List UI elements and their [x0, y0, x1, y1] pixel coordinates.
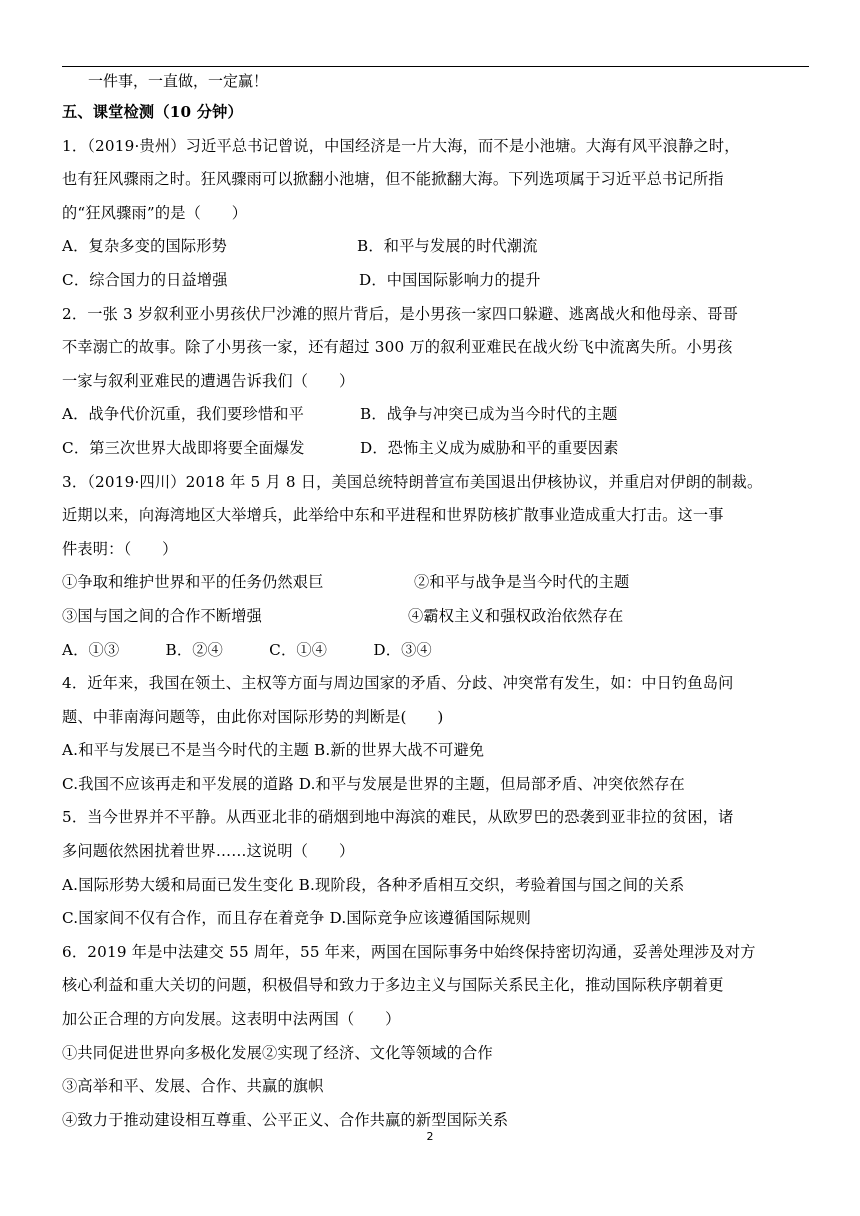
q3-items-row-1 [62, 566, 812, 600]
q2-options-row-2 [62, 432, 812, 466]
q1-option-c: C．综合国力的日益增强 [62, 270, 228, 289]
q1-line-3: 的“狂风骤雨”的是（ ） [62, 203, 248, 222]
q1-option-a: A．复杂多变的国际形势 [62, 237, 228, 256]
q6-item-3: ③高举和平、发展、合作、共赢的旗帜 [62, 1077, 324, 1096]
q4-options-ab: A.和平与发展已不是当今时代的主题 B.新的世界大战不可避免 [62, 741, 485, 760]
q6-items-1-2: ①共同促进世界向多极化发展②实现了经济、文化等领域的合作 [62, 1043, 493, 1062]
q3-line-2: 近期以来，向海湾地区大举增兵，此举给中东和平进程和世界防核扩散事业造成重大打击。这一事 [62, 506, 724, 525]
q2-option-b: B．战争与冲突已成为当今时代的主题 [360, 405, 618, 424]
q4-line-2: 题、中菲南海问题等，由此你对国际形势的判断是( ) [62, 707, 444, 726]
q2-option-a: A．战争代价沉重，我们要珍惜和平 [62, 405, 304, 424]
q6-line-1: 6．2019 年是中法建交 55 周年，55 年来，两国在国际事务中始终保持密切沟通，妥善处理涉及对方 [62, 942, 756, 961]
header-motto: 一件事，一直做，一定赢！ [88, 72, 269, 90]
document-body [62, 96, 812, 1137]
q2-line-3: 一家与叙利亚难民的遭遇告诉我们（ ） [62, 371, 355, 390]
q3-line-3: 件表明：（ ） [62, 539, 178, 558]
q2-line-1: 2．一张 3 岁叙利亚小男孩伏尸沙滩的照片背后，是小男孩一家四口躲避、逃离战火和他母亲、哥哥 [62, 304, 739, 323]
q1-option-d: D．中国国际影响力的提升 [359, 270, 541, 289]
q4-line-1: 4．近年来，我国在领土、主权等方面与周边国家的矛盾、分歧、冲突常有发生，如：中日钓鱼岛问 [62, 674, 734, 693]
q2-options-row-1 [62, 398, 812, 432]
q1-line-2: 也有狂风骤雨之时。狂风骤雨可以掀翻小池塘，但不能掀翻大海。下列选项属于习近平总书记所指 [62, 170, 724, 189]
q3-item-2: ②和平与战争是当今时代的主题 [414, 573, 630, 592]
q3-line-1: 3．（2019·四川）2018 年 5 月 8 日，美国总统特朗普宣布美国退出伊核协议，并重启对伊朗的制裁。 [62, 472, 763, 491]
q3-answers: A．①③ B．②④ C．①④ D．③④ [62, 640, 432, 659]
q3-item-4: ④霸权主义和强权政治依然存在 [408, 606, 624, 625]
header-divider [62, 66, 809, 67]
q2-line-2: 不幸溺亡的故事。除了小男孩一家，还有超过 300 万的叙利亚难民在战火纷飞中流离失所。小男孩 [62, 338, 733, 357]
q2-option-d: D．恐怖主义成为威胁和平的重要因素 [360, 438, 619, 457]
q6-line-2: 核心利益和重大关切的问题，积极倡导和致力于多边主义与国际关系民主化，推动国际秩序朝着更 [62, 976, 724, 995]
page-number: 2 [426, 1130, 434, 1143]
q5-options-cd: C.国家间不仅有合作，而且存在着竞争 D.国际竞争应该遵循国际规则 [62, 909, 532, 928]
q3-item-1: ①争取和维护世界和平的任务仍然艰巨 [62, 573, 324, 592]
q1-options-row-1 [62, 230, 812, 264]
q3-items-row-2 [62, 600, 812, 634]
q5-line-1: 5．当今世界并不平静。从西亚北非的硝烟到地中海滨的难民，从欧罗巴的恐袭到亚非拉的贫困，诸 [62, 808, 734, 827]
q6-item-4: ④致力于推动建设相互尊重、公平正义、合作共赢的新型国际关系 [62, 1110, 509, 1129]
section-title: 五、课堂检测（10 分钟） [62, 103, 243, 121]
q4-options-cd: C.我国不应该再走和平发展的道路 D.和平与发展是世界的主题，但局部矛盾、冲突依然存在 [62, 774, 685, 793]
q1-line-1: 1．（2019·贵州）习近平总书记曾说，中国经济是一片大海，而不是小池塘。大海有风平浪静之时， [62, 136, 740, 155]
q5-options-ab: A.国际形势大缓和局面已发生变化 B.现阶段，各种矛盾相互交织，考验着国与国之间的关系 [62, 875, 685, 894]
q1-option-b: B．和平与发展的时代潮流 [357, 237, 538, 256]
q2-option-c: C．第三次世界大战即将要全面爆发 [62, 438, 305, 457]
q1-options-row-2 [62, 264, 812, 298]
q3-item-3: ③国与国之间的合作不断增强 [62, 606, 263, 625]
q6-line-3: 加公正合理的方向发展。这表明中法两国（ ） [62, 1010, 401, 1029]
q5-line-2: 多问题依然困扰着世界……这说明（ ） [62, 842, 355, 861]
